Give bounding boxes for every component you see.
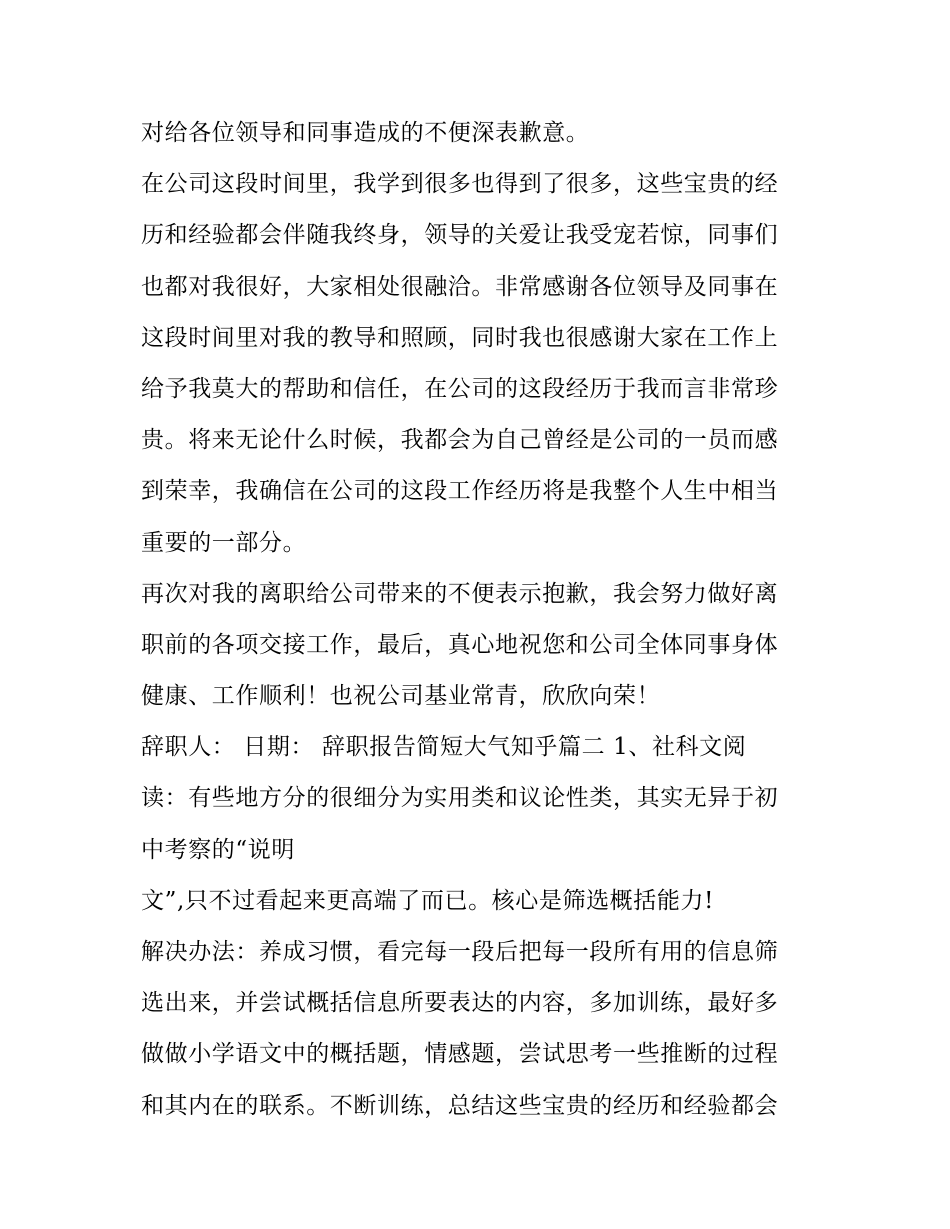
text-line: 中考察的“说明: [141, 836, 295, 863]
text-line: 在公司这段时间里，我学到很多也得到了很多，这些宝贵的经: [141, 171, 779, 198]
text-line: 辞职人： 日期： 辞职报告简短大气知乎篇二 1、社科文阅: [141, 734, 747, 761]
text-line: 对给各位领导和同事造成的不便深表歉意。: [141, 120, 590, 146]
text-line: 历和经验都会伴随我终身，领导的关爱让我受宠若惊，同事们: [141, 222, 779, 249]
text-line: 给予我莫大的帮助和信任，在公司的这段经历于我而言非常珍: [141, 375, 779, 402]
text-line: 读：有些地方分的很细分为实用类和议论性类，其实无异于初: [141, 785, 779, 812]
text-line: 文”,只不过看起来更高端了而已。核心是筛选概括能力!: [141, 887, 714, 914]
text-line: 再次对我的离职给公司带来的不便表示抱歉，我会努力做好离: [141, 580, 779, 607]
text-line: 健康、工作顺利！也祝公司基业常青，欣欣向荣！: [141, 683, 661, 710]
text-line: 做做小学语文中的概括题，情感题，尝试思考一些推断的过程: [141, 1041, 779, 1068]
text-line: 这段时间里对我的教导和照顾，同时我也很感谢大家在工作上: [141, 324, 779, 351]
text-line: 到荣幸，我确信在公司的这段工作经历将是我整个人生中相当: [141, 478, 779, 505]
text-line: 解决办法：养成习惯，看完每一段后把每一段所有用的信息筛: [141, 939, 779, 965]
text-line: 和其内在的联系。不断训练，总结这些宝贵的经历和经验都会: [141, 1092, 779, 1119]
text-line: 贵。将来无论什么时候，我都会为自己曾经是公司的一员而感: [141, 427, 779, 454]
text-line: 重要的一部分。: [141, 529, 307, 556]
text-line: 也都对我很好，大家相处很融洽。非常感谢各位领导及同事在: [141, 273, 779, 300]
document-body: [141, 108, 821, 1132]
text-line: 职前的各项交接工作，最后，真心地祝您和公司全体同事身体: [141, 631, 779, 658]
text-line: 选出来，并尝试概括信息所要表达的内容，多加训练，最好多: [141, 990, 779, 1017]
